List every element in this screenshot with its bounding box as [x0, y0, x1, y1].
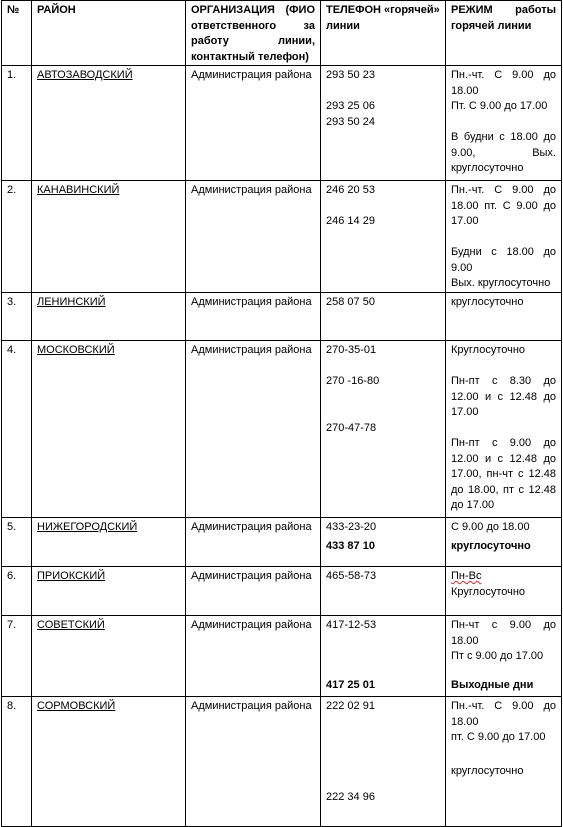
- table-row: [2, 616, 562, 697]
- phone-number: 222 34 96: [326, 790, 375, 803]
- mode-line: В будни с 18.00 до 9.00, Вых. круглосуточно: [451, 131, 556, 174]
- district-link[interactable]: ПРИОКСКИЙ: [32, 567, 186, 616]
- mode-cell: [446, 66, 562, 181]
- phone-number: 417 25 01: [326, 678, 375, 691]
- header-district: РАЙОН: [32, 1, 186, 66]
- row-num: 4.: [2, 341, 32, 518]
- row-num: 5.: [2, 518, 32, 567]
- row-num: 8.: [2, 697, 32, 827]
- table-row: [2, 341, 562, 518]
- mode-cell: [446, 341, 562, 518]
- table-row: [2, 66, 562, 181]
- mode-line: С 9.00 до 18.00: [451, 521, 530, 533]
- mode-line: Выходные дни: [451, 678, 534, 691]
- header-mode: РЕЖИМ работы горячей линии: [446, 1, 562, 66]
- row-num: 3.: [2, 293, 32, 341]
- district-link[interactable]: СОРМОВСКИЙ: [32, 697, 186, 827]
- org-cell: Администрация района: [186, 518, 321, 567]
- phone-number: 293 50 23: [326, 69, 375, 81]
- district-link[interactable]: КАНАВИНСКИЙ: [32, 181, 186, 293]
- mode-line: Пн-пт с 8.30 до 12.00 и с 12.48 до 17.00: [451, 375, 556, 418]
- mode-cell: [446, 616, 562, 697]
- mode-line: Пн-чт с 9.00 до 18.00: [451, 619, 556, 647]
- phone-number: 433-23-20: [326, 521, 377, 533]
- district-link[interactable]: МОСКОВСКИЙ: [32, 341, 186, 518]
- header-num: №: [2, 1, 32, 66]
- phone-number: 222 02 91: [326, 700, 375, 712]
- mode-line: Круглосуточно: [451, 585, 526, 598]
- phone-cell: [321, 341, 446, 518]
- phone-number: 270-35-01: [326, 344, 377, 356]
- district-link[interactable]: АВТОЗАВОДСКИЙ: [32, 66, 186, 181]
- mode-line: Пн.-чт. С 9.00 до 18.00: [451, 69, 556, 97]
- org-cell: Администрация района: [186, 616, 321, 697]
- phone-number: 465-58-73: [326, 570, 377, 582]
- org-cell: Администрация района: [186, 697, 321, 827]
- mode-line: Пн.-чт. С 9.00 до 18.00 пт. С 9.00 до 17.00: [451, 184, 556, 227]
- mode-cell: [446, 567, 562, 616]
- row-num: 1.: [2, 66, 32, 181]
- org-cell: Администрация района: [186, 66, 321, 181]
- phone-cell: [321, 293, 446, 341]
- phone-number: 293 50 24: [326, 115, 375, 128]
- phone-cell: [321, 66, 446, 181]
- mode-line: пт. С 9.00 до 17.00: [451, 731, 546, 743]
- mode-line: Вых. круглосуточно: [451, 277, 551, 289]
- table-row: [2, 697, 562, 827]
- mode-line: круглосуточно: [451, 765, 524, 777]
- phone-number: 270 -16-80: [326, 375, 380, 387]
- phone-number: 293 25 06: [326, 100, 375, 112]
- phone-cell: [321, 567, 446, 616]
- row-num: 2.: [2, 181, 32, 293]
- phone-number: 258 07 50: [326, 296, 375, 308]
- org-cell: Администрация района: [186, 567, 321, 616]
- header-phone: ТЕЛЕФОН «горячей» линии: [321, 1, 446, 66]
- mode-line: Пн-пт с 9.00 до 12.00 и с 12.48 до 17.00, пн-чт с 12.48 до 18.00, пт с 12.48 до 17.00: [451, 437, 556, 511]
- mode-cell: [446, 181, 562, 293]
- mode-cell: [446, 518, 562, 567]
- mode-line: Пн-Вс: [451, 570, 482, 582]
- phone-number: 246 14 29: [326, 215, 375, 227]
- org-cell: Администрация района: [186, 293, 321, 341]
- mode-cell: [446, 293, 562, 341]
- phone-cell: [321, 181, 446, 293]
- mode-line: круглосуточно: [451, 296, 524, 308]
- district-link[interactable]: СОВЕТСКИЙ: [32, 616, 186, 697]
- table-row: [2, 567, 562, 616]
- header-org: ОРГАНИЗАЦИЯ (ФИО ответственного за работу линии, контактный телефон): [186, 1, 321, 66]
- mode-cell: [446, 697, 562, 827]
- district-link[interactable]: ЛЕНИНСКИЙ: [32, 293, 186, 341]
- phone-number: 417-12-53: [326, 619, 377, 631]
- table-row: [2, 518, 562, 567]
- row-num: 6.: [2, 567, 32, 616]
- org-cell: Администрация района: [186, 181, 321, 293]
- table-row: [2, 181, 562, 293]
- phone-number: 433 87 10: [326, 539, 375, 552]
- phone-number: 246 20 53: [326, 184, 375, 196]
- header-row: [2, 1, 562, 66]
- mode-line: Пт с 9.00 до 17.00: [451, 650, 544, 662]
- hotline-table: [1, 0, 562, 827]
- mode-line: Круглосуточно: [451, 344, 526, 356]
- district-link[interactable]: НИЖЕГОРОДСКИЙ: [32, 518, 186, 567]
- phone-cell: [321, 697, 446, 827]
- row-num: 7.: [2, 616, 32, 697]
- mode-line: Пт. С 9.00 до 17.00: [451, 100, 548, 112]
- phone-cell: [321, 616, 446, 697]
- mode-line: Пн.-чт. С 9.00 до 18.00: [451, 700, 556, 728]
- org-cell: Администрация района: [186, 341, 321, 518]
- phone-number: 270-47-78: [326, 421, 377, 434]
- mode-line: круглосуточно: [451, 539, 531, 552]
- mode-line: Будни с 18.00 до 9.00: [451, 246, 556, 274]
- table-row: [2, 293, 562, 341]
- phone-cell: [321, 518, 446, 567]
